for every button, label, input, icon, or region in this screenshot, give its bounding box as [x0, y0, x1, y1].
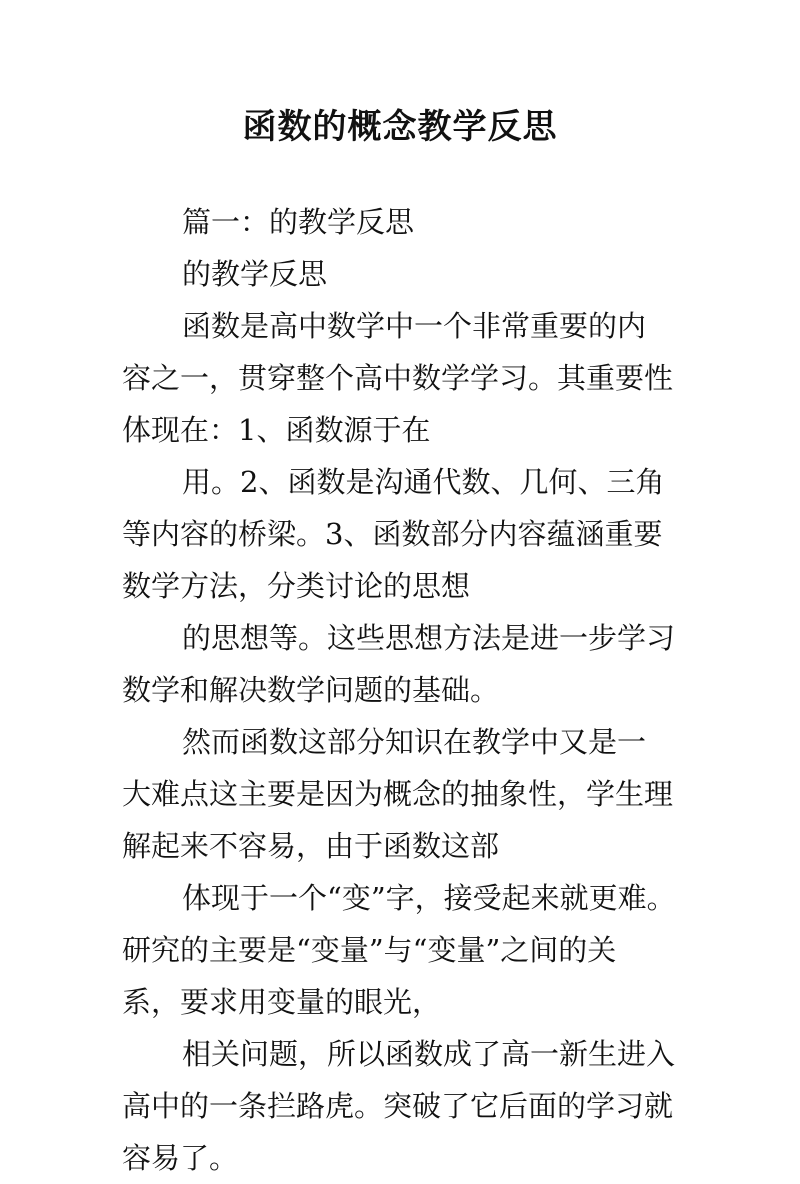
- paragraph-line: 容易了。: [122, 1141, 239, 1175]
- paragraph-line: 等内容的桥梁。3、函数部分内容蕴涵重要: [122, 517, 663, 551]
- paragraph-line: 体现在：1、函数源于在: [122, 413, 431, 447]
- paragraph-line: 大难点这主要是因为概念的抽象性，学生理: [122, 777, 674, 811]
- paragraph: [122, 716, 682, 872]
- paragraph-line: 数学方法，分类讨论的思想: [122, 569, 471, 603]
- paragraph: [122, 456, 682, 612]
- paragraph-line: 相关问题，所以函数成了高一新生进入: [182, 1037, 676, 1071]
- paragraph-line: 体现于一个“变”字，接受起来就更难。: [182, 881, 676, 915]
- paragraph: [122, 1028, 682, 1184]
- paragraph-line: 系，要求用变量的眼光，: [122, 985, 442, 1019]
- paragraph: [122, 196, 682, 248]
- paragraph-line: 的教学反思: [182, 257, 328, 291]
- paragraph: [122, 872, 682, 1028]
- paragraph-line: 的思想等。这些思想方法是进一步学习: [182, 621, 676, 655]
- paragraph: [122, 300, 682, 456]
- paragraph-line: 然而函数这部分知识在教学中又是一: [182, 725, 647, 759]
- paragraph: [122, 248, 682, 300]
- paragraph-line: 篇一：的教学反思: [182, 205, 415, 239]
- paragraph-line: 高中的一条拦路虎。突破了它后面的学习就: [122, 1089, 674, 1123]
- paragraph-line: 用。2、函数是沟通代数、几何、三角: [182, 465, 665, 499]
- document-title: 函数的概念教学反思: [242, 107, 558, 147]
- paragraph-line: 解起来不容易，由于函数这部: [122, 829, 500, 863]
- paragraph-line: 研究的主要是“变量”与“变量”之间的关: [122, 933, 617, 967]
- paragraph: [122, 612, 682, 716]
- paragraph-line: 函数是高中数学中一个非常重要的内: [182, 309, 647, 343]
- paragraph-line: 数学和解决数学问题的基础。: [122, 673, 500, 707]
- document-body: [122, 196, 682, 1184]
- paragraph-line: 容之一，贯穿整个高中数学学习。其重要性: [122, 361, 674, 395]
